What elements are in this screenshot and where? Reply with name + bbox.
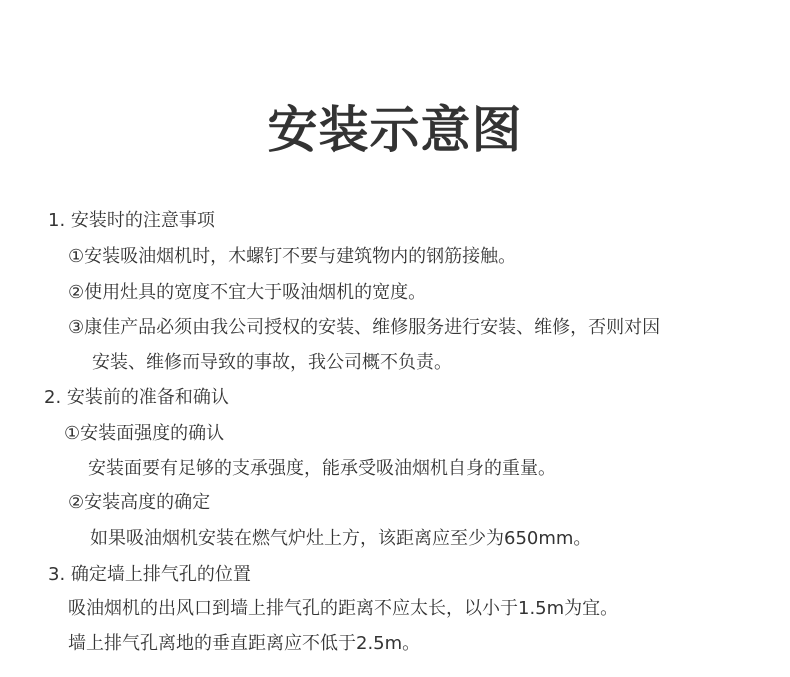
section-1-item-1: ①安装吸油烟机时，木螺钉不要与建筑物内的钢筋接触。	[68, 246, 517, 267]
section-2-heading: 2. 安装前的准备和确认	[44, 387, 229, 408]
section-1-item-2: ②使用灶具的宽度不宜大于吸油烟机的宽度。	[68, 282, 427, 303]
section-2-text-1: 安装面要有足够的支承强度，能承受吸油烟机自身的重量。	[88, 458, 556, 479]
section-3-heading: 3. 确定墙上排气孔的位置	[48, 564, 251, 585]
section-1-heading: 1. 安装时的注意事项	[48, 210, 215, 231]
section-2-text-2: 如果吸油烟机安装在燃气炉灶上方，该距离应至少为650mm。	[90, 528, 592, 549]
section-2-subheading-1: ①安装面强度的确认	[64, 423, 225, 444]
section-2-subheading-2: ②安装高度的确定	[68, 492, 211, 513]
section-3-text-2: 墙上排气孔离地的垂直距离应不低于2.5m。	[68, 633, 421, 654]
section-3-text-1: 吸油烟机的出风口到墙上排气孔的距离不应太长，以小于1.5m为宜。	[68, 598, 619, 619]
page-title: 安装示意图	[267, 101, 523, 159]
section-1-item-3: ③康佳产品必须由我公司授权的安装、维修服务进行安装、维修，否则对因	[68, 317, 661, 338]
section-1-item-3-continued: 安装、维修而导致的事故，我公司概不负责。	[92, 352, 452, 373]
